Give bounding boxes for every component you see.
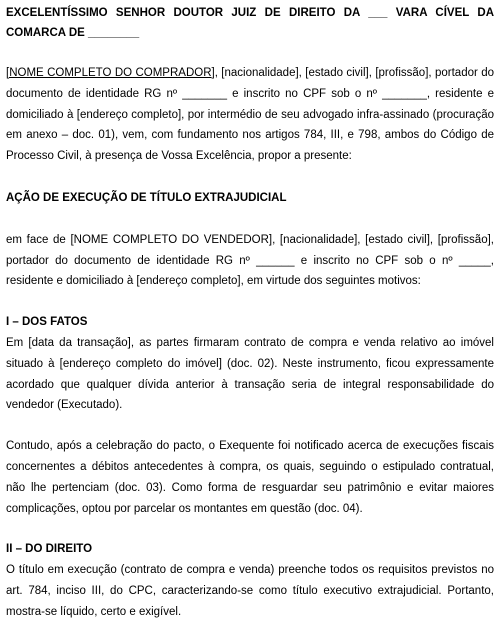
plaintiff-qualification-paragraph	[6, 63, 494, 167]
defendant-qualification-paragraph: em face de [NOME COMPLETO DO VENDEDOR], [nacionalidade], [estado civil], [profissão], portador do documento de identidade RG nº ______ e inscrito no CPF sob o nº _____, residente e domiciliado à [endereço completo], em virtude dos seguintes motivos:	[6, 233, 494, 288]
spacer	[6, 292, 494, 312]
spacer	[6, 209, 494, 230]
section-law-title: II – DO DIREITO	[6, 543, 93, 556]
action-title: AÇÃO DE EXECUÇÃO DE TÍTULO EXTRAJUDICIAL	[6, 191, 287, 204]
law-paragraph-1: O título em execução (contrato de compra e venda) preenche todos os requisitos previstos no art. 784, inciso III, do CPC, caracterizando-se como título executivo extrajudicial. Portanto, mostra-se líquido, certo e exigível.	[6, 564, 494, 618]
section-facts-title: I – DOS FATOS	[6, 316, 88, 329]
facts-paragraph-1: Em [data da transação], as partes firmaram contrato de compra e venda relativo ao imóvel situado à [endereço completo do imóvel] (doc. 02). Neste instrumento, ficou expressamente acordado que qualquer dívida anterior à transação seria de integral responsabilidade do vendedor (Executado).	[6, 336, 494, 412]
petition-document	[6, 0, 494, 623]
plaintiff-qualification-text: , [nacionalidade], [estado civil], [profissão], portador do documento de identidade RG nº _______ e inscrito no CPF sob o nº _______, residente e domiciliado à [endereço completo], por intermédio de seu advogado infra-assinado (procuração em anexo – doc. 01), vem, com fundamento nos artigos 784, III, e 798, ambos do Código de Processo Civil, à presença de Vossa Excelência, propor a presente:	[6, 67, 494, 163]
spacer	[6, 519, 494, 539]
spacer	[6, 416, 494, 436]
spacer	[6, 43, 494, 63]
court-address-heading: EXCELENTÍSSIMO SENHOR DOUTOR JUIZ DE DIREITO DA ___ VARA CÍVEL DA COMARCA DE ________	[6, 7, 494, 39]
facts-paragraph-2: Contudo, após a celebração do pacto, o Exequente foi notificado acerca de execuções fiscais concernentes a débitos antecedentes à compra, os quais, seguindo o estipulado contratual, não lhe pertenciam (doc. 03). Como forma de resguardar seu patrimônio e evitar maiores complicações, optou por parcelar os montantes em questão (doc. 04).	[6, 440, 494, 515]
buyer-name-placeholder: [NOME COMPLETO DO COMPRADOR]	[6, 67, 215, 79]
spacer	[6, 167, 494, 188]
